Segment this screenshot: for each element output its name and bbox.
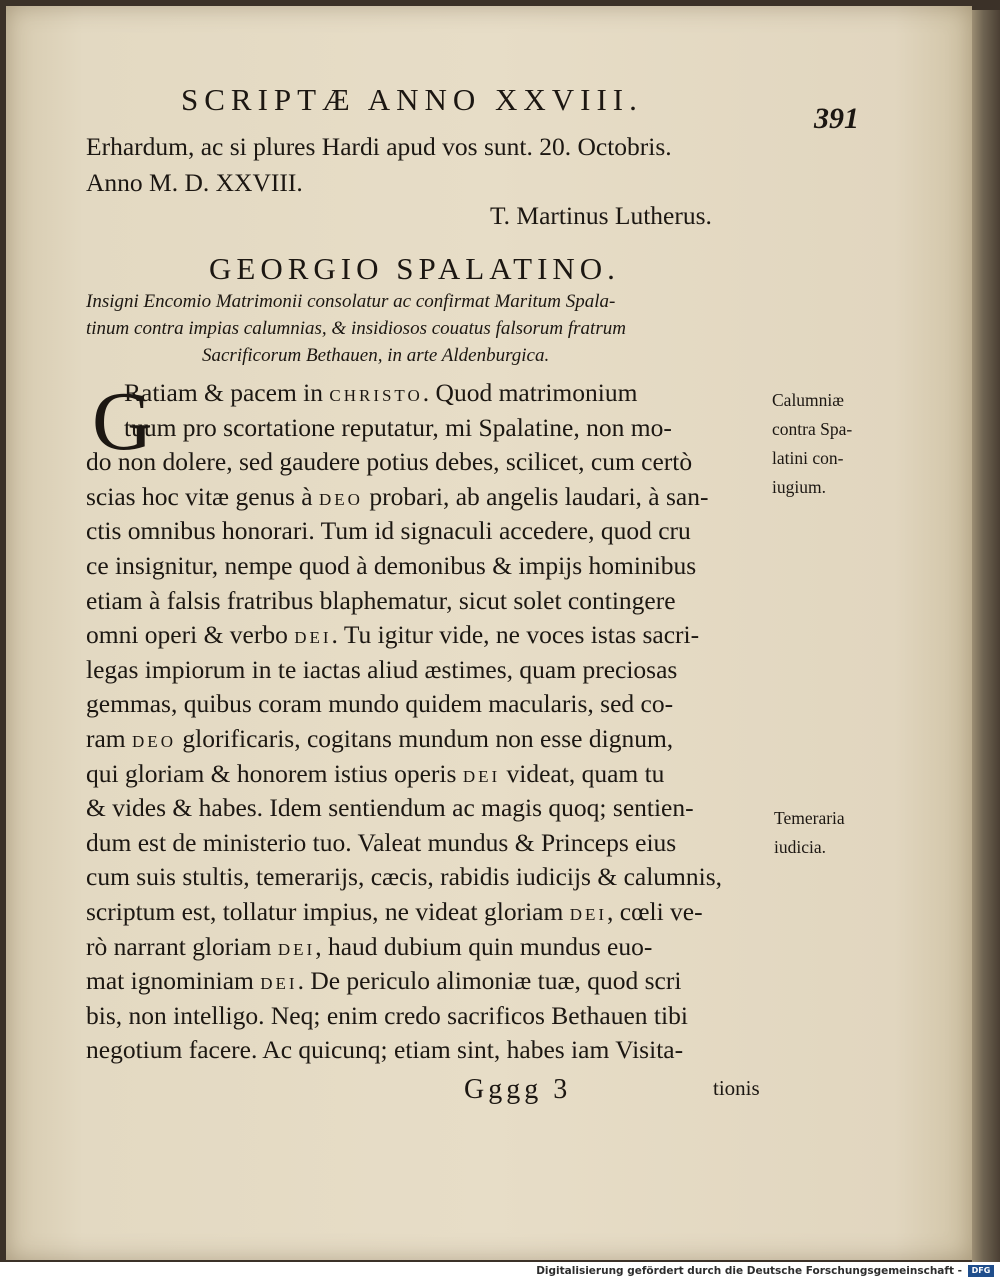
text-run: . Quod matrimonium — [422, 378, 638, 407]
text-run: bis, non intelligo. Neq; enim credo sacrificos Bethauen tibi — [86, 1000, 688, 1030]
summary-line-2: tinum contra impias calumnias, & insidiosos couatus falsorum fratrum — [86, 318, 626, 339]
marginal-line: Calumniæ — [772, 390, 844, 410]
signature-mark: Gggg 3 — [464, 1074, 572, 1105]
text-run: dum est de ministerio tuo. Valeat mundus & Princeps eius — [86, 827, 677, 857]
text-run: do non dolere, sed gaudere potius debes, scilicet, cum certò — [86, 447, 693, 477]
text-run: , haud dubium quin mundus euo- — [315, 931, 653, 961]
marginal-line: latini con- — [772, 448, 844, 468]
body-line — [86, 793, 694, 823]
text-run: tuum pro scortatione reputatur, mi Spalatine, non mo- — [124, 412, 672, 442]
summary-line-3: Sacrificorum Bethauen, in arte Aldenburgica. — [202, 345, 550, 366]
running-head: SCRIPTÆ ANNO XXVIII. — [181, 82, 643, 117]
small-caps-word: DEI — [569, 905, 608, 924]
text-run: gemmas, quibus coram mundo quidem macularis, sed co- — [86, 689, 674, 719]
catchword: tionis — [713, 1076, 760, 1100]
body-line — [86, 1035, 683, 1065]
body-line — [86, 1001, 688, 1031]
marginal-line: contra Spa- — [772, 419, 853, 439]
letter-title: GEORGIO SPALATINO. — [209, 251, 620, 286]
body-line — [86, 759, 664, 789]
small-caps-word: DEI — [462, 766, 501, 786]
text-run: ram — [86, 724, 133, 753]
body-line — [86, 862, 722, 892]
text-run: negotium facere. Ac quicunq; etiam sint, habes iam Visita- — [86, 1035, 684, 1065]
book-page — [6, 6, 972, 1260]
body-line — [86, 482, 709, 512]
folio-number: 391 — [814, 102, 859, 135]
marginal-line: iugium. — [772, 477, 826, 497]
text-run: mat ignominiam — [86, 966, 261, 996]
text-run: , cœli ve- — [607, 897, 703, 926]
body-line — [86, 724, 673, 754]
body-line — [86, 516, 691, 546]
body-line — [86, 586, 676, 616]
text-run: scias hoc vitæ genus à — [86, 481, 319, 511]
prev-letter-signer: T. Martinus Lutherus. — [490, 201, 712, 230]
text-run: & vides & habes. Idem sentiendum ac magis quoq; sentien- — [86, 793, 694, 823]
text-run: rò narrant gloriam — [86, 931, 278, 961]
text-run: videat, quam tu — [500, 758, 665, 788]
marginal-note-calumniae — [772, 390, 852, 498]
marginal-note-temeraria — [774, 808, 845, 858]
text-run: . Tu igitur vide, ne voces istas sacri- — [331, 620, 700, 650]
small-caps-word: DEI — [277, 939, 316, 959]
text-run: probari, ab angelis laudari, à san- — [362, 481, 709, 511]
small-caps-word: DEO — [132, 732, 176, 751]
body-line — [86, 828, 676, 858]
small-caps-word: CHRISTO — [329, 386, 423, 405]
body-line — [86, 447, 692, 477]
text-run: Ratiam & pacem in — [124, 378, 330, 407]
body-line — [86, 655, 677, 685]
text-run: glorificaris, cogitans mundum non esse dignum, — [175, 724, 674, 753]
prev-letter-line-1: Erhardum, ac si plures Hardi apud vos sunt. 20. Octobris. — [86, 132, 672, 161]
text-run: . De periculo alimoniæ tuæ, quod scri — [297, 966, 682, 996]
small-caps-word: DEI — [260, 974, 298, 994]
body-line — [124, 413, 672, 443]
dfg-logo-icon: DFG — [968, 1265, 994, 1277]
text-run: scriptum est, tollatur impius, ne videat gloriam — [86, 897, 570, 926]
body-line — [86, 897, 703, 927]
body-line — [86, 932, 652, 962]
prev-letter-line-2: Anno M. D. XXVIII. — [86, 168, 303, 197]
body-line — [124, 378, 637, 408]
text-run: legas impiorum in te iactas aliud æstimes, quam preciosas — [86, 654, 678, 684]
body-line — [86, 689, 673, 719]
marginal-line: Temeraria — [774, 808, 845, 828]
text-run: qui gloriam & honorem istius operis — [86, 758, 463, 788]
footer-bar — [0, 1262, 1000, 1281]
summary-line-1: Insigni Encomio Matrimonii consolatur ac confirmat Maritum Spala- — [86, 291, 616, 312]
marginal-line: iudicia. — [774, 837, 826, 857]
footer-credit: Digitalisierung gefördert durch die Deutsche Forschungsgemeinschaft - — [536, 1265, 962, 1277]
body-line — [86, 620, 699, 650]
drop-cap: G — [92, 375, 153, 468]
small-caps-word: DEI — [294, 628, 332, 648]
text-run: omni operi & verbo — [86, 620, 295, 650]
small-caps-word: DEO — [319, 489, 363, 509]
body-line — [86, 551, 696, 581]
text-run: etiam à falsis fratribus blaphematur, sicut solet contingere — [86, 585, 676, 615]
body-line — [86, 966, 681, 996]
text-run: cum suis stultis, temerarijs, cæcis, rabidis iudicijs & calumnis, — [86, 862, 723, 892]
book-edge — [972, 10, 1000, 1262]
text-run: ce insignitur, nempe quod à demonibus & impijs hominibus — [86, 551, 697, 580]
text-run: ctis omnibus honorari. Tum id signaculi accedere, quod cru — [86, 516, 691, 546]
